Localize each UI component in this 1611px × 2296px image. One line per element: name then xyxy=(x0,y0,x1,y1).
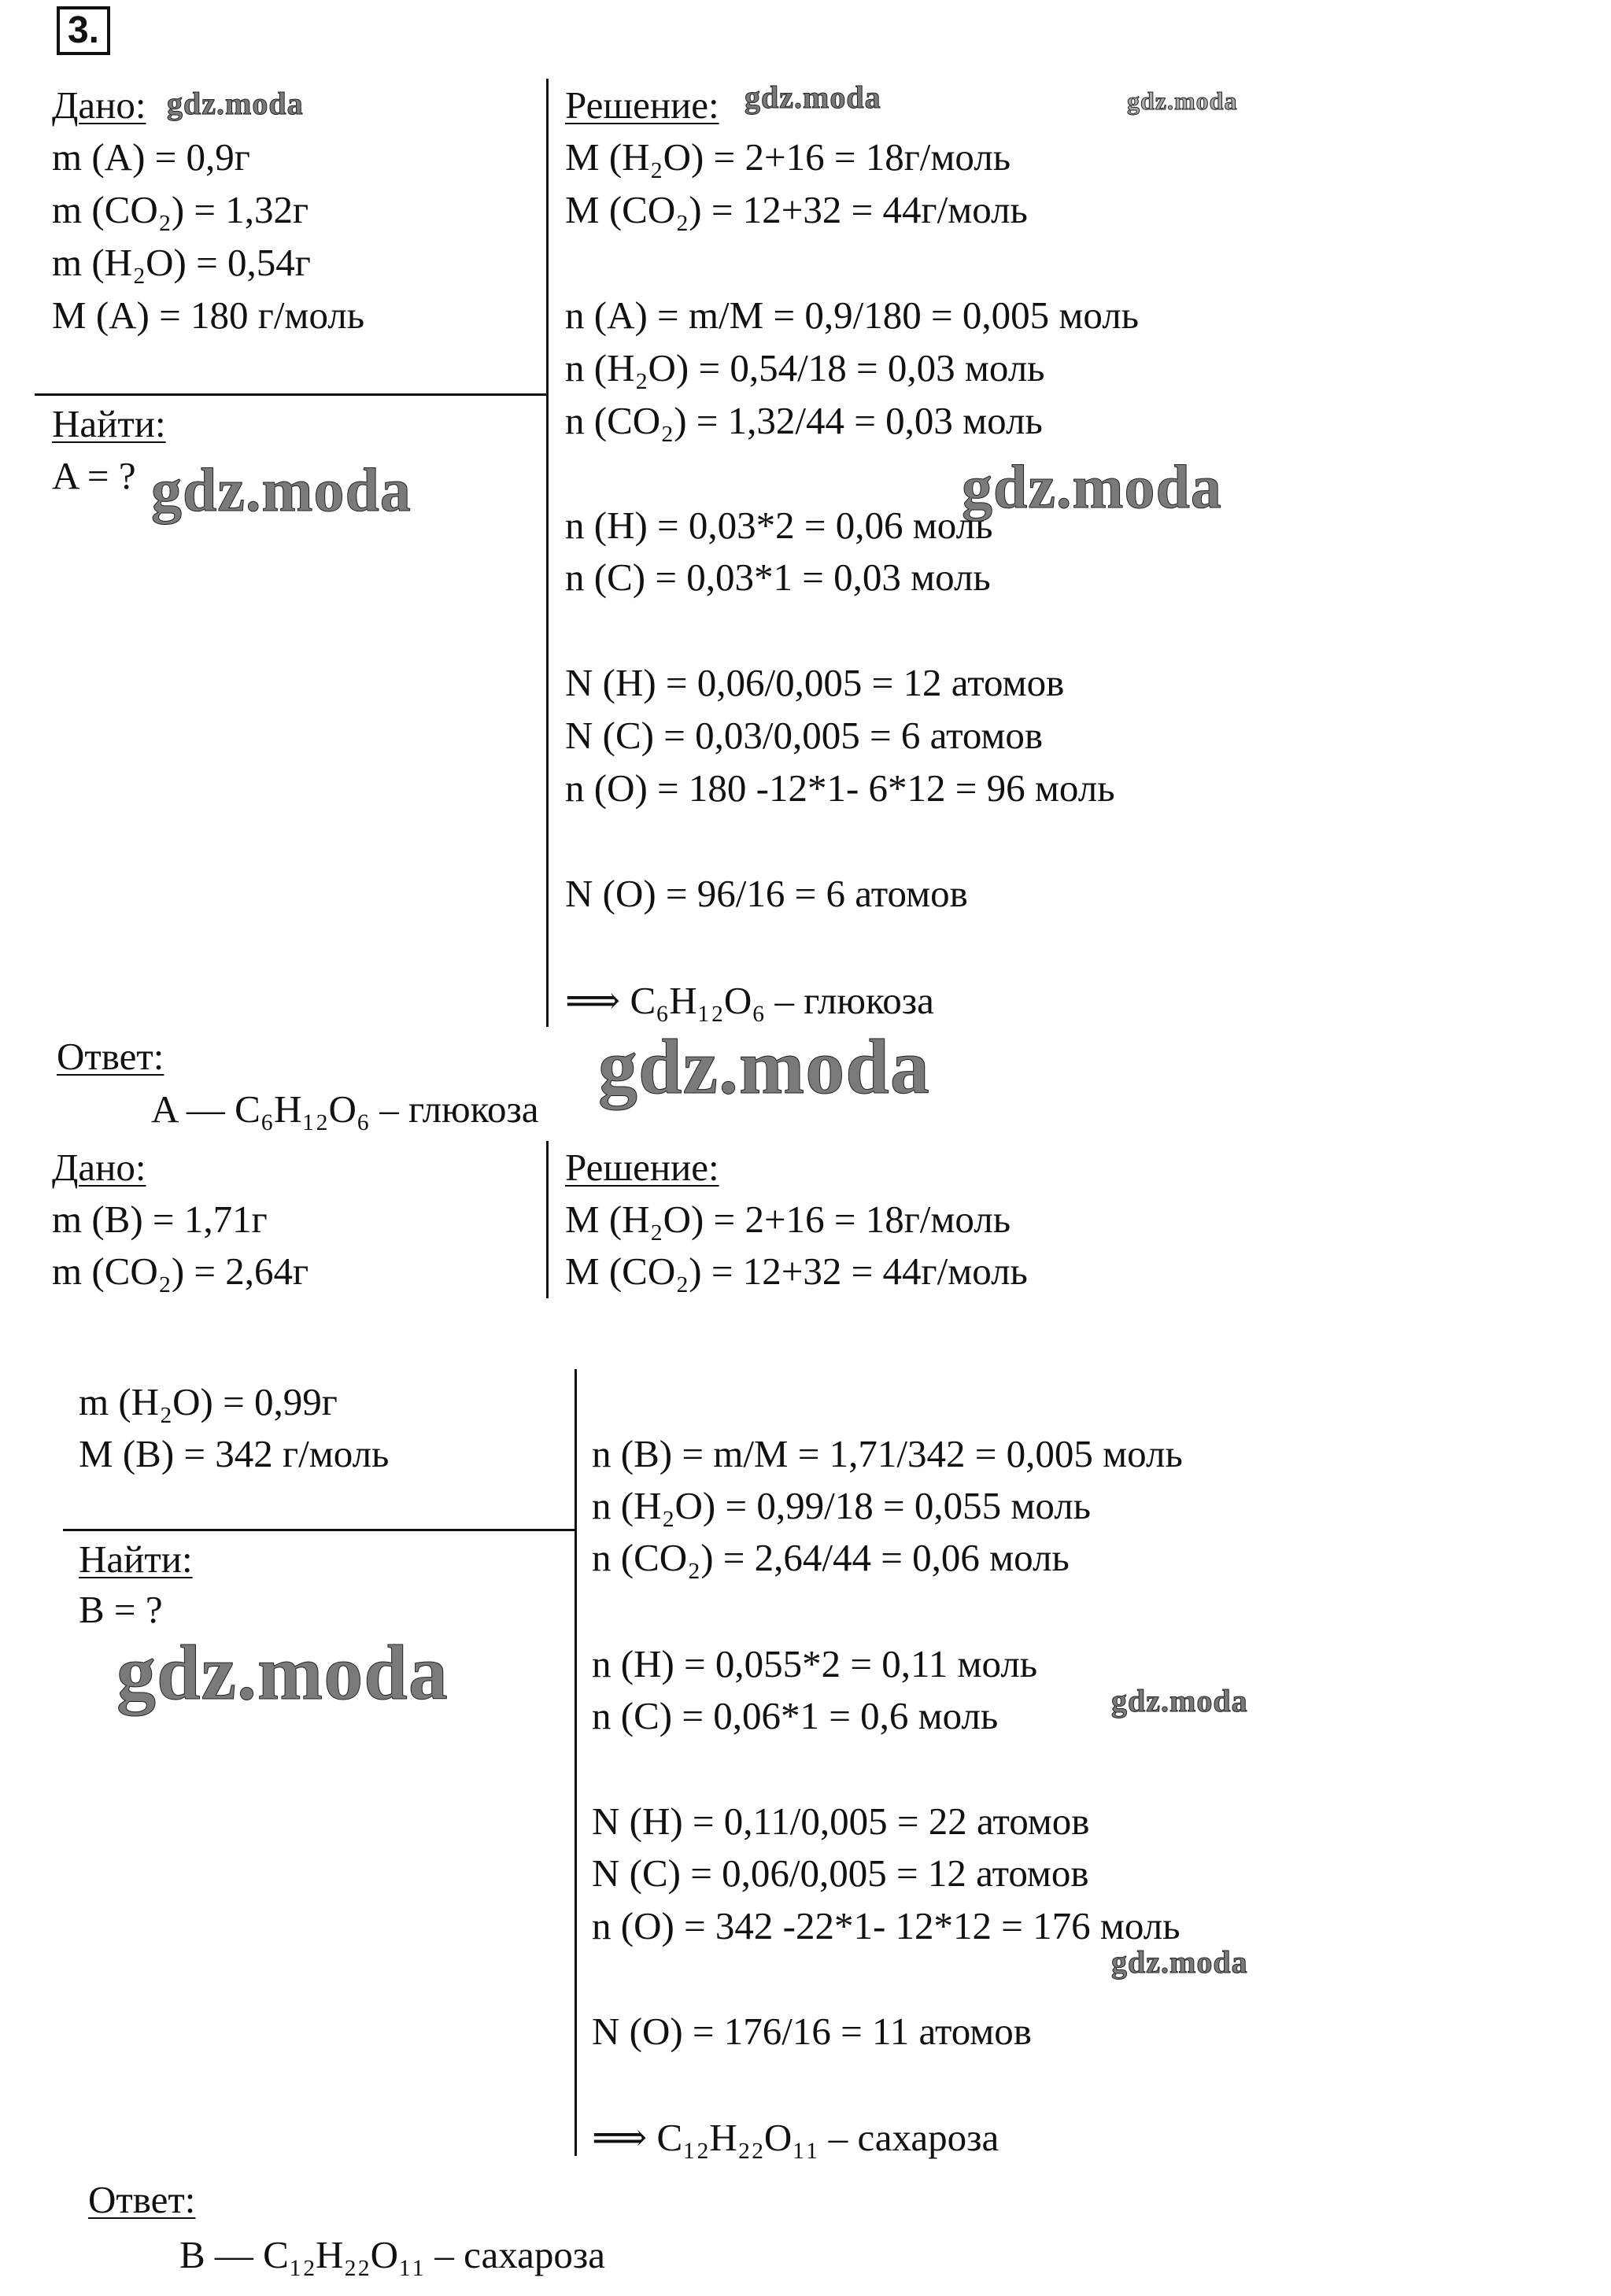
part1-find-title: Найти: xyxy=(52,402,166,445)
part1-given-line: M (A) = 180 г/моль xyxy=(52,293,365,337)
part2-solution-line: M (CO₂) = 12+32 = 44г/моль xyxy=(565,1250,1028,1293)
part1-solution-line: N (O) = 96/16 = 6 атомов xyxy=(565,872,968,915)
part2-given-line: M (B) = 342 г/моль xyxy=(79,1432,390,1475)
part2-solution-line: n (C) = 0,06*1 = 0,6 моль xyxy=(592,1694,999,1737)
part1-solution-line: n (C) = 0,03*1 = 0,03 моль xyxy=(565,556,991,599)
part2-given-title: Дано: xyxy=(52,1146,146,1189)
watermark: gdz.moda xyxy=(151,456,412,524)
part1-solution-line: M (CO₂) = 12+32 = 44г/моль xyxy=(565,188,1028,231)
part1-given-line: m (CO₂) = 1,32г xyxy=(52,188,309,231)
part1-given-divider xyxy=(35,393,546,396)
part2-given-line: m (B) = 1,71г xyxy=(52,1198,268,1241)
watermark: gdz.moda xyxy=(1111,1683,1248,1718)
part2-solution-line: M (H₂O) = 2+16 = 18г/моль xyxy=(565,1198,1011,1241)
watermark: gdz.moda xyxy=(167,86,304,121)
part1-answer-value: A — C₆H₁₂O₆ – глюкоза xyxy=(151,1087,539,1131)
part2-find-value: B = ? xyxy=(79,1588,163,1631)
part1-solution-line: M (H₂O) = 2+16 = 18г/моль xyxy=(565,135,1011,179)
part2-solution-line: N (C) = 0,06/0,005 = 12 атомов xyxy=(592,1851,1089,1895)
watermark: gdz.moda xyxy=(1111,1944,1248,1980)
part2-given-line: m (H₂O) = 0,99г xyxy=(79,1380,338,1423)
watermark: gdz.moda xyxy=(1127,87,1238,115)
part2-solution-line: N (O) = 176/16 = 11 атомов xyxy=(592,2010,1032,2053)
part1-solution-title: Решение: xyxy=(565,83,719,127)
part1-solution-line: n (O) = 180 -12*1- 6*12 = 96 моль xyxy=(565,766,1115,810)
part2-solution-line: n (B) = m/M = 1,71/342 = 0,005 моль xyxy=(592,1432,1183,1475)
part2-find-title: Найти: xyxy=(79,1537,193,1581)
part2-column-divider xyxy=(575,1369,577,2156)
part2-given-divider xyxy=(63,1529,575,1531)
part2-answer-value: B — C₁₂H₂₂O₁₁ – сахароза xyxy=(179,2233,605,2276)
part2-solution-line: n (O) = 342 -22*1- 12*12 = 176 моль xyxy=(592,1904,1181,1947)
part2-solution-title: Решение: xyxy=(565,1146,719,1189)
part1-answer-title: Ответ: xyxy=(57,1035,164,1078)
part1-given-title: Дано: xyxy=(52,83,146,127)
part1-given-line: m (H₂O) = 0,54г xyxy=(52,241,311,284)
part1-column-divider xyxy=(546,79,549,1027)
part2-solution-line: n (H₂O) = 0,99/18 = 0,055 моль xyxy=(592,1484,1092,1527)
part2-given-line: m (CO₂) = 2,64г xyxy=(52,1250,309,1293)
part1-solution-line: n (CO₂) = 1,32/44 = 0,03 моль xyxy=(565,399,1043,442)
part1-solution-line: N (H) = 0,06/0,005 = 12 атомов xyxy=(565,661,1065,704)
part1-solution-line: n (A) = m/M = 0,9/180 = 0,005 моль xyxy=(565,293,1139,337)
part1-given-line: m (A) = 0,9г xyxy=(52,135,250,179)
part1-solution-line: N (C) = 0,03/0,005 = 6 атомов xyxy=(565,714,1044,757)
watermark: gdz.moda xyxy=(745,79,881,115)
part2-solution-line: n (H) = 0,055*2 = 0,11 моль xyxy=(592,1642,1038,1685)
watermark: gdz.moda xyxy=(598,1023,930,1110)
part2-answer-title: Ответ: xyxy=(88,2178,196,2221)
part1-find-value: A = ? xyxy=(52,454,136,497)
part2-solution-line: n (CO₂) = 2,64/44 = 0,06 моль xyxy=(592,1536,1070,1579)
watermark: gdz.moda xyxy=(116,1629,449,1716)
part2-solution-line: N (H) = 0,11/0,005 = 22 атомов xyxy=(592,1800,1090,1843)
part1-solution-line: n (H₂O) = 0,54/18 = 0,03 моль xyxy=(565,346,1045,389)
part2-column-divider-top xyxy=(546,1141,549,1298)
part2-conclusion: ⟹ C₁₂H₂₂O₁₁ – сахароза xyxy=(592,2116,999,2159)
part1-conclusion: ⟹ C₆H₁₂O₆ – глюкоза xyxy=(565,979,934,1022)
task-number: 3. xyxy=(57,6,110,55)
part1-solution-line: n (H) = 0,03*2 = 0,06 моль xyxy=(565,504,993,547)
watermark: gdz.moda xyxy=(962,452,1222,521)
